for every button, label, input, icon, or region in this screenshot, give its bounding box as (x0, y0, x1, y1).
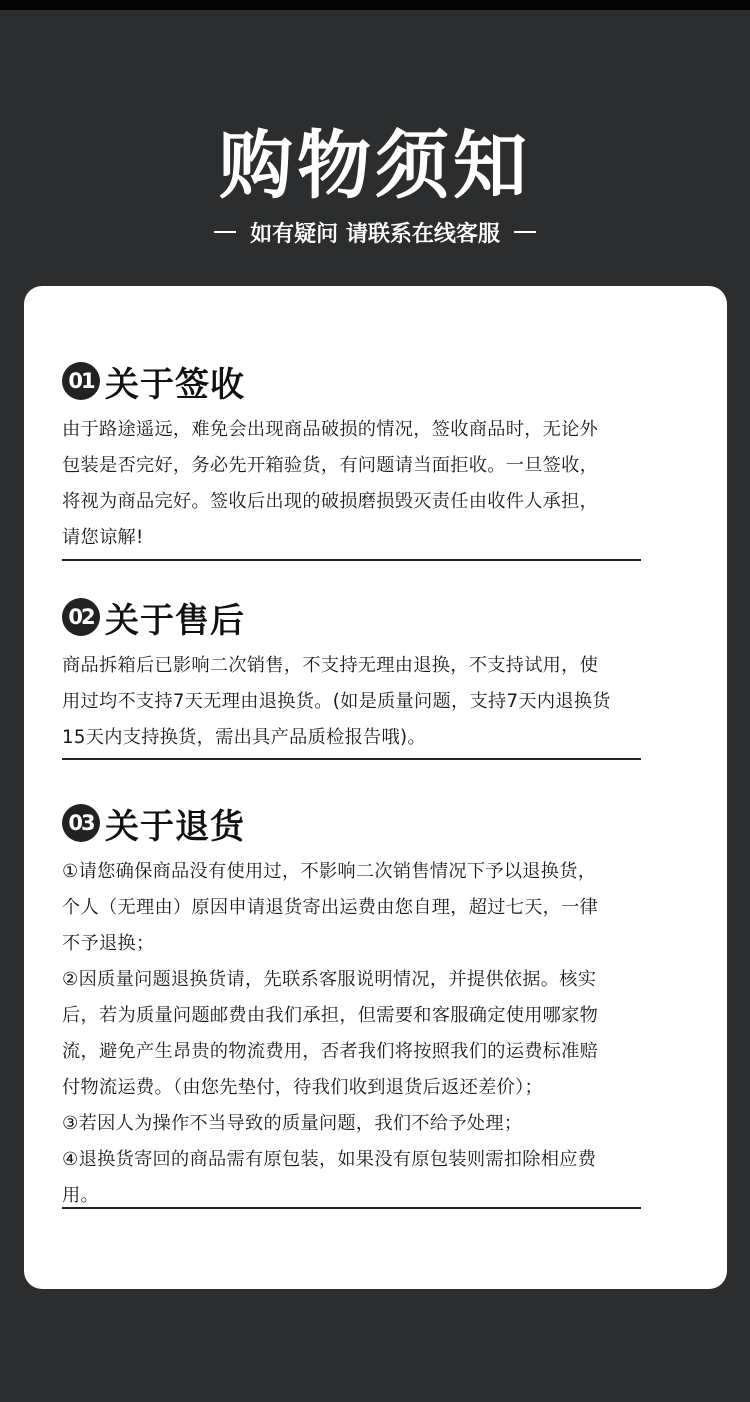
section-number-badge: 01 (62, 362, 100, 400)
section-line: ④退换货寄回的商品需有原包装，如果没有原包装则需扣除相应费 (62, 1149, 597, 1170)
section-line: 用过均不支持7天无理由退换货。(如是质量问题，支持7天内退换货 (62, 691, 611, 712)
section-line: 请您谅解! (62, 527, 144, 548)
section-heading (62, 591, 640, 643)
section-line: 商品拆箱后已影响二次销售，不支持无理由退换，不支持试用，使 (62, 655, 599, 676)
section-line: 个人（无理由）原因申请退货寄出运费由您自理，超过七天，一律 (62, 897, 599, 918)
section-divider (62, 758, 641, 760)
section-line: 15天内支持换货，需出具产品质检报告哦)。 (62, 727, 426, 748)
section-body (62, 854, 640, 1214)
section-heading (62, 355, 640, 407)
section-body (62, 412, 640, 556)
right-dash-divider (514, 231, 536, 233)
section-line: 不予退换； (62, 933, 155, 954)
page-title: 购物须知 (219, 123, 531, 209)
section-signing (62, 355, 640, 556)
section-line: 由于路途遥远，难免会出现商品破损的情况，签收商品时，无论外 (62, 419, 599, 440)
subtitle-text: 如有疑问 请联系在线客服 (250, 221, 500, 247)
section-number-badge: 02 (62, 598, 100, 636)
section-heading (62, 797, 640, 849)
section-title: 关于售后 (105, 600, 245, 641)
section-title: 关于签收 (105, 364, 245, 405)
section-after-sales (62, 591, 640, 756)
section-body (62, 648, 640, 756)
section-line: ③若因人为操作不当导致的质量问题，我们不给予处理； (62, 1113, 523, 1134)
section-divider (62, 1207, 641, 1209)
subtitle (0, 214, 750, 250)
section-line: 包装是否完好，务必先开箱验货，有问题请当面拒收。一旦签收， (62, 455, 599, 476)
section-line: 付物流运费。（由您先垫付，待我们收到退货后返还差价）； (62, 1077, 543, 1098)
section-line: 后，若为质量问题邮费由我们承担，但需要和客服确定使用哪家物 (62, 1005, 599, 1026)
section-returns (62, 797, 640, 1214)
section-line: ①请您确保商品没有使用过，不影响二次销售情况下予以退换货， (62, 861, 597, 882)
section-divider (62, 559, 641, 561)
section-title: 关于退货 (105, 806, 245, 847)
section-line: 将视为商品完好。签收后出现的破损磨损毁灭责任由收件人承担， (62, 491, 599, 512)
section-number-badge: 03 (62, 804, 100, 842)
left-dash-divider (214, 231, 236, 233)
section-line: 流，避免产生昂贵的物流费用，否者我们将按照我们的运费标准赔 (62, 1041, 599, 1062)
section-line: ②因质量问题退换货请，先联系客服说明情况，并提供依据。核实 (62, 969, 597, 990)
top-strip (0, 0, 750, 10)
section-line: 用。 (62, 1185, 99, 1206)
